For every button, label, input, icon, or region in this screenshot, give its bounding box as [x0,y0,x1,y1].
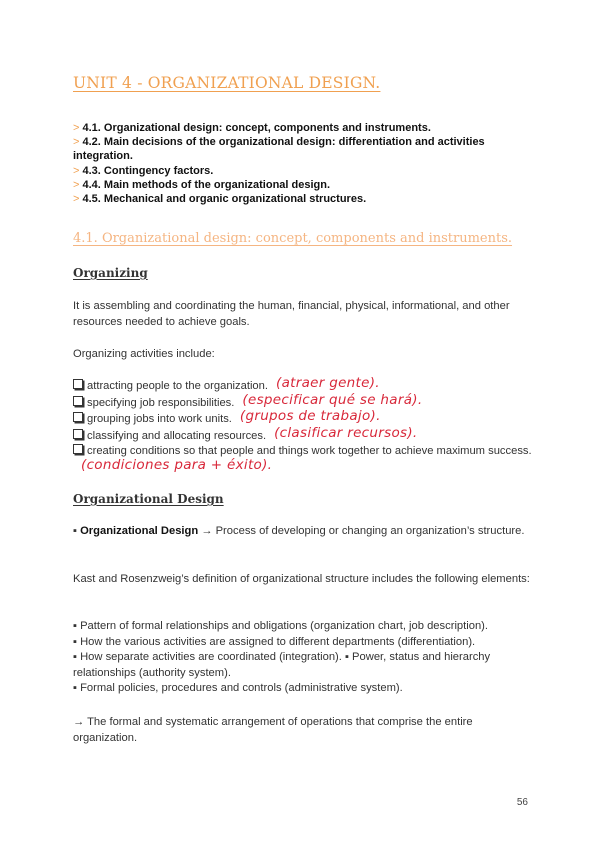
organizational-design-heading: Organizational Design [73,492,224,506]
chevron-right-icon: > [73,136,80,149]
organizing-heading: Organizing [73,266,148,280]
toc-item: > 4.2. Main decisions of the organizational design: differentiation and activities integration. [73,136,485,163]
list-item: grouping jobs into work units. (grupos de trabajo). [73,411,533,428]
chevron-right-icon: > [73,193,80,206]
list-item: ▪ How the various activities are assigned to different departments (differentiation). [73,635,476,648]
list-item: creating conditions so that people and things work together to achieve maximum success.(condiciones para + éxito). [73,444,533,476]
checkbox-icon [73,379,83,389]
toc-item: > 4.1. Organizational design: concept, components and instruments. [73,122,431,134]
handwritten-note: (grupos de trabajo). [239,408,381,425]
table-of-contents [73,121,533,206]
checkbox-icon [73,396,83,406]
conclusion: → The formal and systematic arrangement of operations that comprise the entire organization. [73,716,473,744]
list-item: attracting people to the organization. (atraer gente). [73,378,533,395]
list-item: ▪ Pattern of formal relationships and obligations (organization chart, job description). [73,620,489,632]
list-item: classifying and allocating resources. (clasificar recursos). [73,428,533,445]
toc-item: > 4.4. Main methods of the organizational design. [73,178,331,191]
organizing-definition: It is assembling and coordinating the human, financial, physical, informational, and other resources needed to achieve goals. [73,300,510,328]
kast-rosenzweig-intro: Kast and Rosenzweig’s definition of organizational structure includes the following elements: [73,573,530,585]
checkbox-icon [73,412,83,422]
checkbox-icon [73,444,83,454]
toc-item: > 4.5. Mechanical and organic organizational structures. [73,193,367,206]
section-title: 4.1. Organizational design: concept, components and instruments. [73,231,513,246]
chevron-right-icon: > [73,122,80,134]
organizational-design-definition: ▪ Organizational Design → Process of developing or changing an organization’s structure. [73,525,525,537]
activities-list [73,375,533,477]
structure-elements-list [73,619,533,697]
unit-title: UNIT 4 - ORGANIZATIONAL DESIGN. [73,74,381,92]
list-item: ▪ How separate activities are coordinated (integration). ▪ Power, status and hierarchy relationships (authority system). [73,651,491,679]
list-item: specifying job responsibilities. (especificar qué se hará). [73,395,533,412]
chevron-right-icon: > [73,178,80,191]
handwritten-note: (especificar qué se hará). [242,391,423,408]
toc-item: > 4.3. Contingency factors. [73,164,214,177]
checkbox-icon [73,429,83,439]
page-number: 56 [516,797,528,808]
chevron-right-icon: > [73,164,80,177]
list-item: ▪ Formal policies, procedures and controls (administrative system). [73,682,403,695]
activities-intro: Organizing activities include: [73,348,215,360]
handwritten-note: (condiciones para + éxito). [81,456,273,473]
handwritten-note: (atraer gente). [276,375,380,391]
handwritten-note: (clasificar recursos). [274,424,418,441]
